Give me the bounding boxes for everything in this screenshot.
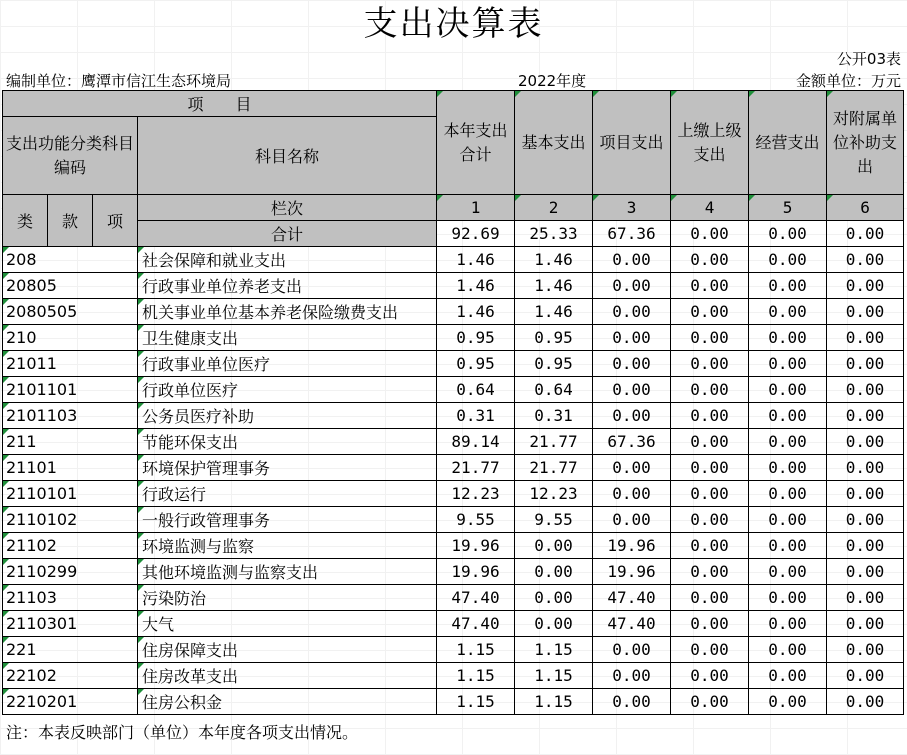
function-code-cell[interactable]: 2110102 bbox=[3, 507, 93, 533]
table-row bbox=[3, 429, 904, 455]
amount-cell[interactable]: 0.00 bbox=[671, 325, 749, 351]
subject-name-cell[interactable]: 行政运行 bbox=[138, 481, 437, 507]
table-row bbox=[3, 507, 904, 533]
amount-cell[interactable]: 0.31 bbox=[437, 403, 515, 429]
amount-cell[interactable]: 0.00 bbox=[593, 351, 671, 377]
col-number: 4 bbox=[671, 195, 749, 221]
subject-name-cell[interactable]: 住房保障支出 bbox=[138, 637, 437, 663]
amount-cell[interactable]: 0.00 bbox=[749, 663, 827, 689]
amount-cell[interactable]: 47.40 bbox=[437, 585, 515, 611]
page-title: 支出决算表 bbox=[363, 4, 544, 44]
header-col-project: 项目支出 bbox=[593, 91, 671, 195]
function-code-cell[interactable]: 208 bbox=[3, 247, 93, 273]
subject-name-cell[interactable]: 机关事业单位基本养老保险缴费支出 bbox=[138, 299, 437, 325]
header-col-business: 经营支出 bbox=[749, 91, 827, 195]
amount-cell[interactable]: 0.00 bbox=[593, 273, 671, 299]
amount-cell[interactable]: 0.00 bbox=[515, 559, 593, 585]
amount-cell[interactable]: 9.55 bbox=[515, 507, 593, 533]
subject-name-cell[interactable]: 环境监测与监察 bbox=[138, 533, 437, 559]
amount-cell[interactable]: 0.00 bbox=[671, 429, 749, 455]
amount-cell[interactable]: 0.00 bbox=[749, 637, 827, 663]
amount-cell[interactable]: 0.64 bbox=[515, 377, 593, 403]
subject-name-cell[interactable]: 社会保障和就业支出 bbox=[138, 247, 437, 273]
amount-cell[interactable]: 1.15 bbox=[437, 689, 515, 715]
amount-cell[interactable]: 1.46 bbox=[515, 247, 593, 273]
amount-cell[interactable]: 0.00 bbox=[593, 689, 671, 715]
table-row bbox=[3, 663, 904, 689]
amount-cell[interactable]: 0.00 bbox=[671, 663, 749, 689]
function-code-cell[interactable]: 2110101 bbox=[3, 481, 93, 507]
code-filler-cell bbox=[93, 273, 138, 299]
code-filler-cell bbox=[93, 455, 138, 481]
amount-cell[interactable]: 89.14 bbox=[437, 429, 515, 455]
amount-cell[interactable]: 9.55 bbox=[437, 507, 515, 533]
table-row bbox=[3, 481, 904, 507]
total-value[interactable]: 92.69 bbox=[437, 221, 515, 247]
expenditure-table bbox=[2, 90, 904, 715]
amount-cell[interactable]: 0.00 bbox=[515, 585, 593, 611]
amount-cell[interactable]: 0.00 bbox=[671, 507, 749, 533]
code-filler-cell bbox=[93, 481, 138, 507]
amount-cell[interactable]: 0.00 bbox=[827, 429, 904, 455]
total-row bbox=[3, 221, 904, 247]
amount-cell[interactable]: 0.00 bbox=[671, 273, 749, 299]
col-number: 6 bbox=[827, 195, 904, 221]
amount-cell[interactable]: 0.00 bbox=[827, 325, 904, 351]
subject-name-cell[interactable]: 住房公积金 bbox=[138, 689, 437, 715]
amount-cell[interactable]: 1.15 bbox=[515, 689, 593, 715]
amount-cell[interactable]: 0.00 bbox=[749, 481, 827, 507]
subject-name-cell[interactable]: 卫生健康支出 bbox=[138, 325, 437, 351]
amount-cell[interactable]: 12.23 bbox=[437, 481, 515, 507]
header-col-remit: 上缴上级支出 bbox=[671, 91, 749, 195]
code-filler-cell bbox=[93, 585, 138, 611]
header-col-subsidy: 对附属单位补助支出 bbox=[827, 91, 904, 195]
code-filler-cell bbox=[93, 533, 138, 559]
code-filler-cell bbox=[93, 299, 138, 325]
amount-cell[interactable]: 12.23 bbox=[515, 481, 593, 507]
total-value[interactable]: 0.00 bbox=[827, 221, 904, 247]
function-code-cell[interactable]: 2110299 bbox=[3, 559, 93, 585]
amount-cell[interactable]: 0.00 bbox=[671, 403, 749, 429]
code-filler-cell bbox=[93, 663, 138, 689]
subject-name-cell[interactable]: 节能环保支出 bbox=[138, 429, 437, 455]
amount-cell[interactable]: 19.96 bbox=[593, 533, 671, 559]
amount-cell[interactable]: 0.00 bbox=[593, 325, 671, 351]
code-filler-cell bbox=[93, 377, 138, 403]
function-code-cell[interactable]: 2080505 bbox=[3, 299, 93, 325]
amount-cell[interactable]: 0.00 bbox=[749, 377, 827, 403]
amount-cell[interactable]: 0.00 bbox=[671, 559, 749, 585]
amount-cell[interactable]: 0.00 bbox=[749, 273, 827, 299]
table-row bbox=[3, 533, 904, 559]
function-code-cell[interactable]: 21011 bbox=[3, 351, 93, 377]
table-row bbox=[3, 585, 904, 611]
amount-cell[interactable]: 19.96 bbox=[437, 559, 515, 585]
amount-cell[interactable]: 0.00 bbox=[827, 689, 904, 715]
amount-cell[interactable]: 0.95 bbox=[515, 351, 593, 377]
table-row bbox=[3, 325, 904, 351]
code-filler-cell bbox=[93, 507, 138, 533]
col-number: 1 bbox=[437, 195, 515, 221]
amount-cell[interactable]: 0.00 bbox=[827, 663, 904, 689]
table-note: 注：本表反映部门（单位）本年度各项支出情况。 bbox=[6, 723, 359, 742]
code-filler-cell bbox=[93, 559, 138, 585]
amount-cell[interactable]: 0.00 bbox=[593, 299, 671, 325]
amount-cell[interactable]: 1.15 bbox=[437, 637, 515, 663]
amount-cell[interactable]: 47.40 bbox=[593, 585, 671, 611]
amount-cell[interactable]: 0.31 bbox=[515, 403, 593, 429]
amount-cell[interactable]: 0.00 bbox=[827, 611, 904, 637]
money-unit: 金额单位：万元 bbox=[795, 72, 901, 90]
total-value[interactable]: 67.36 bbox=[593, 221, 671, 247]
subject-name-cell[interactable]: 公务员医疗补助 bbox=[138, 403, 437, 429]
amount-cell[interactable]: 0.00 bbox=[749, 299, 827, 325]
function-code-cell[interactable]: 22102 bbox=[3, 663, 93, 689]
amount-cell[interactable]: 0.00 bbox=[515, 611, 593, 637]
amount-cell[interactable]: 0.00 bbox=[593, 637, 671, 663]
code-filler-cell bbox=[93, 611, 138, 637]
amount-cell[interactable]: 0.00 bbox=[749, 507, 827, 533]
amount-cell[interactable]: 0.00 bbox=[671, 689, 749, 715]
table-row bbox=[3, 273, 904, 299]
amount-cell[interactable]: 1.15 bbox=[515, 637, 593, 663]
amount-cell[interactable]: 0.00 bbox=[593, 403, 671, 429]
amount-cell[interactable]: 1.46 bbox=[515, 273, 593, 299]
amount-cell[interactable]: 47.40 bbox=[437, 611, 515, 637]
amount-cell[interactable]: 0.00 bbox=[827, 351, 904, 377]
header-lanci: 栏次 bbox=[138, 195, 437, 221]
function-code-cell[interactable]: 2210201 bbox=[3, 689, 93, 715]
amount-cell[interactable]: 0.00 bbox=[593, 247, 671, 273]
amount-cell[interactable]: 1.15 bbox=[515, 663, 593, 689]
amount-cell[interactable]: 0.64 bbox=[437, 377, 515, 403]
function-code-cell[interactable]: 221 bbox=[3, 637, 93, 663]
amount-cell[interactable]: 0.00 bbox=[671, 585, 749, 611]
amount-cell[interactable]: 0.00 bbox=[671, 637, 749, 663]
amount-cell[interactable]: 0.00 bbox=[827, 533, 904, 559]
amount-cell[interactable]: 19.96 bbox=[593, 559, 671, 585]
amount-cell[interactable]: 0.00 bbox=[749, 429, 827, 455]
amount-cell[interactable]: 0.00 bbox=[827, 481, 904, 507]
fiscal-year: 2022年度 bbox=[518, 72, 587, 90]
amount-cell[interactable]: 0.00 bbox=[827, 247, 904, 273]
code-filler-cell bbox=[93, 325, 138, 351]
amount-cell[interactable]: 0.95 bbox=[437, 325, 515, 351]
amount-cell[interactable]: 0.00 bbox=[827, 507, 904, 533]
table-row bbox=[3, 377, 904, 403]
subject-name-cell[interactable]: 行政单位医疗 bbox=[138, 377, 437, 403]
code-filler-cell bbox=[93, 429, 138, 455]
col-number: 5 bbox=[749, 195, 827, 221]
amount-cell[interactable]: 0.00 bbox=[593, 455, 671, 481]
amount-cell[interactable]: 0.00 bbox=[671, 299, 749, 325]
header-item: 项 目 bbox=[3, 91, 437, 117]
total-value[interactable]: 25.33 bbox=[515, 221, 593, 247]
amount-cell[interactable]: 0.00 bbox=[827, 299, 904, 325]
amount-cell[interactable]: 0.00 bbox=[827, 559, 904, 585]
total-label: 合计 bbox=[138, 221, 437, 247]
subject-name-cell[interactable]: 污染防治 bbox=[138, 585, 437, 611]
amount-cell[interactable]: 19.96 bbox=[437, 533, 515, 559]
subject-name-cell[interactable]: 其他环境监测与监察支出 bbox=[138, 559, 437, 585]
amount-cell[interactable]: 0.00 bbox=[671, 455, 749, 481]
amount-cell[interactable]: 0.00 bbox=[671, 351, 749, 377]
total-value[interactable]: 0.00 bbox=[749, 221, 827, 247]
table-row bbox=[3, 351, 904, 377]
amount-cell[interactable]: 0.00 bbox=[593, 481, 671, 507]
header-subject-name: 科目名称 bbox=[138, 117, 437, 195]
total-value[interactable]: 0.00 bbox=[671, 221, 749, 247]
amount-cell[interactable]: 1.46 bbox=[437, 273, 515, 299]
amount-cell[interactable]: 67.36 bbox=[593, 429, 671, 455]
amount-cell[interactable]: 21.77 bbox=[515, 429, 593, 455]
function-code-cell[interactable]: 2110301 bbox=[3, 611, 93, 637]
amount-cell[interactable]: 0.00 bbox=[827, 377, 904, 403]
table-row bbox=[3, 637, 904, 663]
amount-cell[interactable]: 0.00 bbox=[827, 637, 904, 663]
col-number: 2 bbox=[515, 195, 593, 221]
amount-cell[interactable]: 0.00 bbox=[749, 247, 827, 273]
table-row bbox=[3, 689, 904, 715]
subject-name-cell[interactable]: 住房改革支出 bbox=[138, 663, 437, 689]
amount-cell[interactable]: 0.00 bbox=[749, 559, 827, 585]
amount-cell[interactable]: 0.00 bbox=[671, 247, 749, 273]
code-filler-cell bbox=[93, 637, 138, 663]
function-code-cell[interactable]: 21101 bbox=[3, 455, 93, 481]
function-code-cell[interactable]: 20805 bbox=[3, 273, 93, 299]
code-filler-cell bbox=[93, 689, 138, 715]
amount-cell[interactable]: 0.00 bbox=[593, 663, 671, 689]
amount-cell[interactable]: 21.77 bbox=[437, 455, 515, 481]
amount-cell[interactable]: 0.00 bbox=[593, 507, 671, 533]
amount-cell[interactable]: 0.00 bbox=[827, 273, 904, 299]
subject-name-cell[interactable]: 行政事业单位养老支出 bbox=[138, 273, 437, 299]
compiling-unit: 编制单位：鹰潭市信江生态环境局 bbox=[6, 72, 232, 90]
amount-cell[interactable]: 0.00 bbox=[515, 533, 593, 559]
table-row bbox=[3, 247, 904, 273]
header-func-code: 支出功能分类科目编码 bbox=[3, 117, 138, 195]
amount-cell[interactable]: 0.00 bbox=[671, 481, 749, 507]
amount-cell[interactable]: 0.00 bbox=[749, 611, 827, 637]
amount-cell[interactable]: 0.00 bbox=[749, 351, 827, 377]
header-xiang: 项 bbox=[93, 195, 138, 247]
table-row bbox=[3, 559, 904, 585]
function-code-cell[interactable]: 2101101 bbox=[3, 377, 93, 403]
amount-cell[interactable]: 0.00 bbox=[827, 403, 904, 429]
function-code-cell[interactable]: 210 bbox=[3, 325, 93, 351]
amount-cell[interactable]: 0.95 bbox=[515, 325, 593, 351]
amount-cell[interactable]: 0.00 bbox=[749, 585, 827, 611]
amount-cell[interactable]: 0.00 bbox=[827, 455, 904, 481]
amount-cell[interactable]: 0.00 bbox=[749, 455, 827, 481]
form-number: 公开03表 bbox=[836, 50, 901, 68]
amount-cell[interactable]: 0.00 bbox=[593, 377, 671, 403]
amount-cell[interactable]: 1.46 bbox=[515, 299, 593, 325]
amount-cell[interactable]: 1.46 bbox=[437, 247, 515, 273]
table-row bbox=[3, 455, 904, 481]
header-col-basic: 基本支出 bbox=[515, 91, 593, 195]
amount-cell[interactable]: 0.00 bbox=[749, 533, 827, 559]
function-code-cell[interactable]: 21102 bbox=[3, 533, 93, 559]
amount-cell[interactable]: 47.40 bbox=[593, 611, 671, 637]
table-row bbox=[3, 299, 904, 325]
amount-cell[interactable]: 1.15 bbox=[437, 663, 515, 689]
table-row bbox=[3, 611, 904, 637]
subject-name-cell[interactable]: 行政事业单位医疗 bbox=[138, 351, 437, 377]
amount-cell[interactable]: 0.00 bbox=[671, 377, 749, 403]
amount-cell[interactable]: 1.46 bbox=[437, 299, 515, 325]
code-filler-cell bbox=[93, 403, 138, 429]
amount-cell[interactable]: 0.00 bbox=[749, 403, 827, 429]
amount-cell[interactable]: 0.00 bbox=[671, 611, 749, 637]
amount-cell[interactable]: 0.00 bbox=[671, 533, 749, 559]
table-row bbox=[3, 403, 904, 429]
function-code-cell[interactable]: 2101103 bbox=[3, 403, 93, 429]
code-filler-cell bbox=[93, 247, 138, 273]
amount-cell[interactable]: 21.77 bbox=[515, 455, 593, 481]
header-lei: 类 bbox=[3, 195, 48, 247]
subject-name-cell[interactable]: 大气 bbox=[138, 611, 437, 637]
col-number: 3 bbox=[593, 195, 671, 221]
function-code-cell[interactable]: 21103 bbox=[3, 585, 93, 611]
code-filler-cell bbox=[93, 351, 138, 377]
amount-cell[interactable]: 0.00 bbox=[749, 689, 827, 715]
subject-name-cell[interactable]: 环境保护管理事务 bbox=[138, 455, 437, 481]
amount-cell[interactable]: 0.95 bbox=[437, 351, 515, 377]
amount-cell[interactable]: 0.00 bbox=[827, 585, 904, 611]
subject-name-cell[interactable]: 一般行政管理事务 bbox=[138, 507, 437, 533]
header-col-total: 本年支出合计 bbox=[437, 91, 515, 195]
header-kuan: 款 bbox=[48, 195, 93, 247]
amount-cell[interactable]: 0.00 bbox=[749, 325, 827, 351]
function-code-cell[interactable]: 211 bbox=[3, 429, 93, 455]
